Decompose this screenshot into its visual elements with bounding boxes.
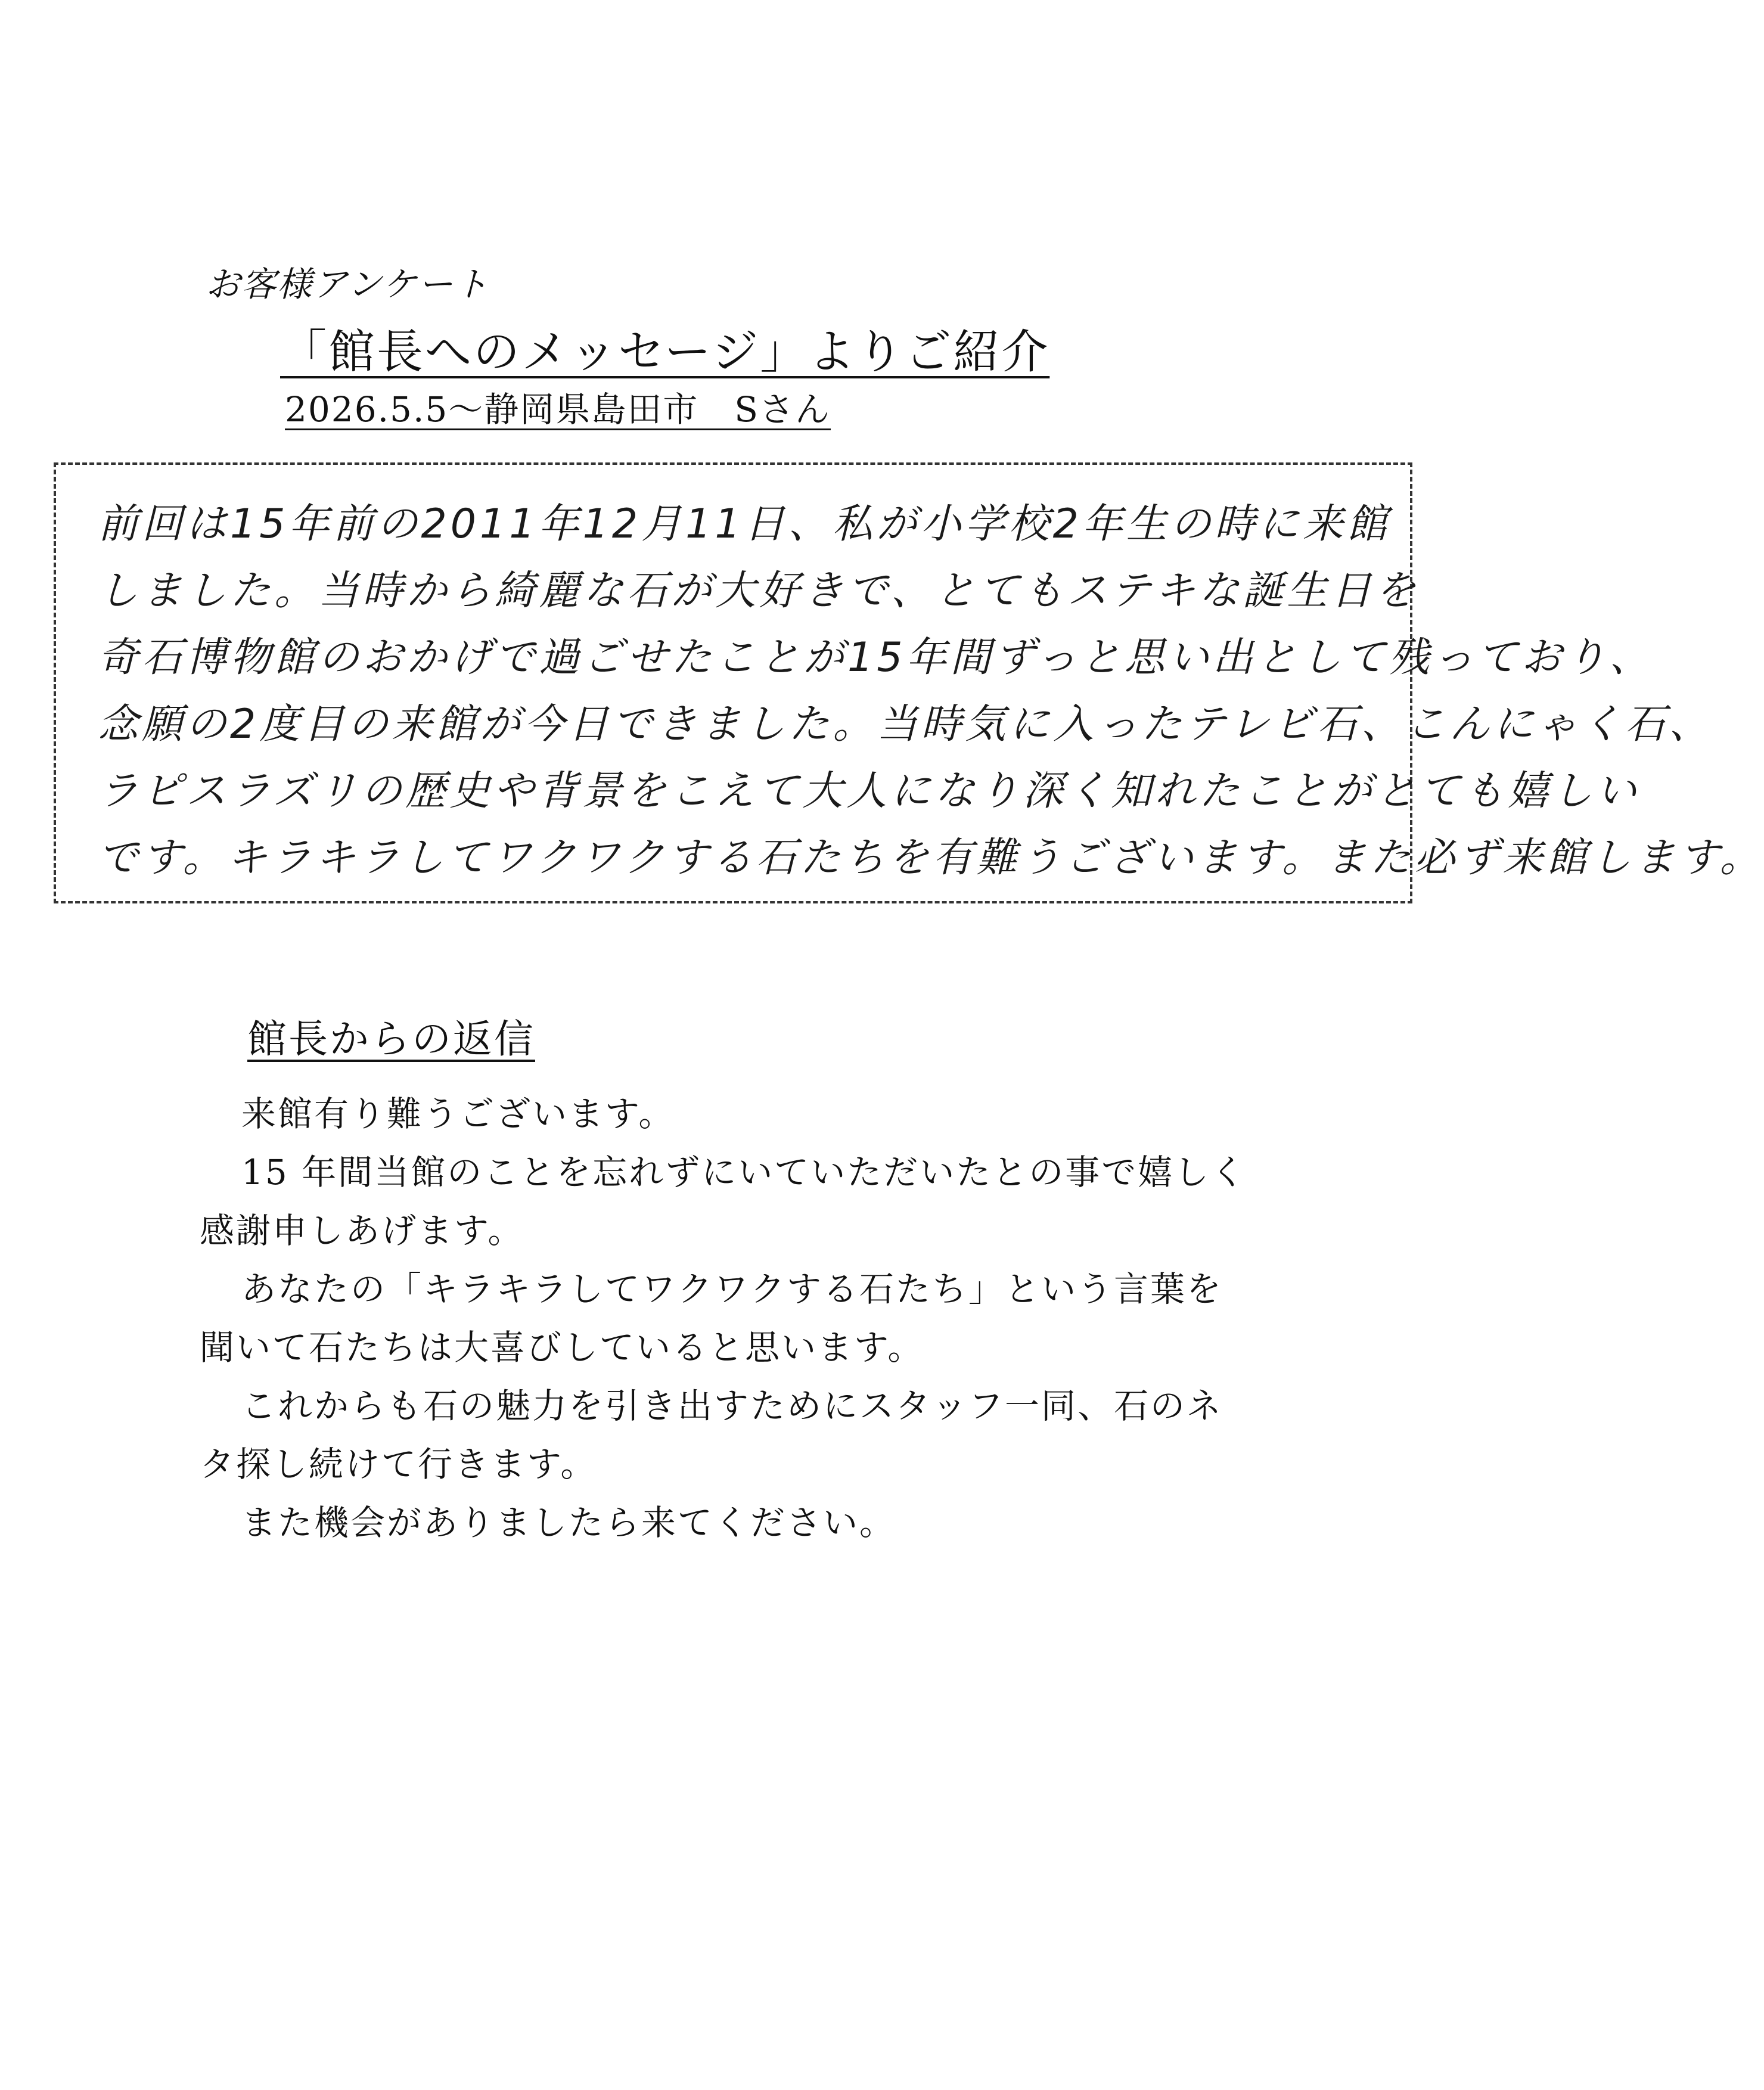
message-line: 奇石博物館のおかげで過ごせたことが15年間ずっと思い出として残っており、: [98, 634, 1654, 681]
reply-line: タ探し続けて行きます。: [200, 1444, 597, 1485]
message-line: です。キラキラしてワクワクする石たちを有難うございます。また必ず来館します。: [98, 834, 1764, 881]
reply-line: これからも石の魅力を引き出すためにスタッフ一同、石のネ: [241, 1386, 1223, 1426]
message-line: ラピスラズリの歴史や背景をこえて大人になり深く知れたことがとても嬉しい: [98, 768, 1640, 815]
message-line: 前回は15年前の2011年12月11日、私が小学校2年生の時に来館: [98, 501, 1391, 548]
visitor-line: 2026.5.5～静岡県島田市 Sさん: [285, 389, 831, 430]
reply-line: 15 年間当館のことを忘れずにいていただいたとの事で嬉しく: [241, 1152, 1247, 1192]
visitor-message-box: [54, 462, 1764, 903]
reply-body: [200, 1085, 1284, 1552]
reply-line: あなたの「キラキラしてワクワクする石たち」という言葉を: [241, 1269, 1223, 1309]
reply-line: 聞いて石たちは大喜びしていると思います。: [200, 1327, 924, 1368]
reply-line: 感謝申しあげます。: [200, 1210, 524, 1251]
reply-heading: 館長からの返信: [247, 1016, 535, 1062]
message-line: しました。当時から綺麗な石が大好きで、とてもステキな誕生日を: [98, 567, 1420, 614]
survey-label: お客様アンケート: [206, 264, 490, 305]
page-title: 「館長へのメッセージ」よりご紹介: [280, 325, 1050, 379]
message-line: 念願の2度目の来館が今日できました。当時気に入ったテレビ石、こんにゃく石、: [98, 701, 1713, 748]
reply-line: また機会がありましたら来てください。: [241, 1502, 896, 1543]
reply-line: 来館有り難うございます。: [241, 1094, 675, 1134]
